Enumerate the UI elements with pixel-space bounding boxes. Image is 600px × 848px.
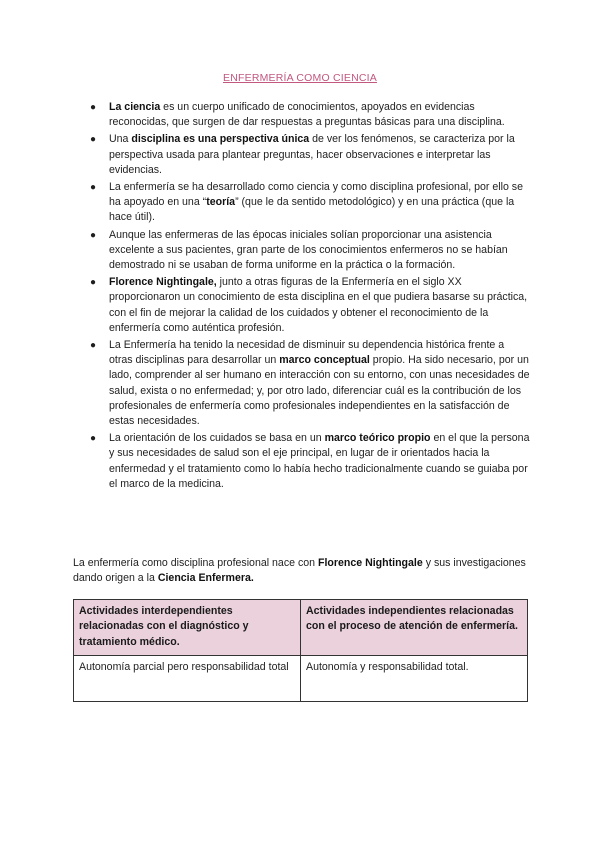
bold-term: marco conceptual [279,354,370,367]
paragraph-text: y sus investigaciones dando origen a la [73,557,526,585]
bullet-icon: ● [90,182,97,194]
item-text: de ver los fenómenos, se caracteriza por la perspectiva usada para plantear preguntas, hacer observaciones e interpretar las evidencias. [109,133,515,176]
bullet-icon: ● [90,229,97,241]
page-title: ENFERMERÍA COMO CIENCIA [223,72,377,84]
bold-term: La ciencia [109,101,161,113]
list-item [90,100,530,130]
list-item [90,228,530,274]
table-cell: Autonomía parcial pero responsabilidad total [74,656,301,702]
table-header-cell: Actividades interdependientes relacionadas con el diagnóstico y tratamiento médico. [74,600,301,656]
item-text: La Enfermería ha tenido la necesidad de disminuir su dependencia histórica frente a otras disciplinas para desarrollar un [109,339,505,367]
list-item [90,275,530,336]
bullet-icon: ● [90,134,97,146]
list-item [90,338,530,429]
bullet-list [90,100,530,494]
bold-term: teoría [206,196,236,209]
bullet-icon: ● [90,433,97,445]
item-text: propio. Ha sido necesario, por un lado, comprender al ser humano en interacción con su entorno, con unas necesidades de salud, exista o no enfermedad; y, por otro lado, diferenciar cuál es la contribución de los profesionales de enfermería como profesionales independientes en la satisfacción de estas necesidades. [109,354,530,428]
bullet-icon: ● [90,340,97,352]
table-header-cell: Actividades independientes relacionadas con el proceso de atención de enfermería. [301,600,528,656]
bullet-icon: ● [90,277,97,289]
list-item [90,132,530,178]
bold-term: Florence Nightingale [317,557,423,569]
summary-paragraph [73,556,528,586]
bullet-icon: ● [90,102,97,113]
table-cell: Autonomía y responsabilidad total. [301,656,528,702]
bold-term: disciplina es una perspectiva única [131,133,310,146]
list-item [90,431,530,492]
item-text: La enfermería se ha desarrollado como ciencia y como disciplina profesional, por ello se ha apoyado en una “ [109,181,523,209]
item-text: Aunque las enfermeras de las épocas iniciales solían proporcionar una asistencia excelente a sus pacientes, gran parte de los conocimientos enfermeros no se habían demostrado ni se usaban de forma uniforme en la práctica o la formación. [109,228,508,272]
bold-term: marco teórico propio [324,432,431,445]
item-text: ” (que le da sentido metodológico) y en una práctica (que la hace útil). [109,196,515,224]
bold-term: Ciencia Enfermera. [157,572,254,585]
item-text: es un cuerpo unificado de conocimientos, apoyados en evidencias reconocidas, que surgen de dar respuestas a preguntas básicas para una disciplina. [109,101,505,129]
item-text: Una [109,133,132,146]
list-item [90,180,530,226]
item-text: junto a otras figuras de la Enfermería en el siglo XX proporcionaron un conocimiento de esta disciplina en el que pudiera basarse su práctica, con el fin de mejorar la calidad de los cuidados y obtener el reconocimiento de la enfermería como auténtica profesión. [109,276,528,334]
table-header-row [74,600,528,656]
paragraph-text: La enfermería como disciplina profesional nace con [73,557,318,569]
item-text: La orientación de los cuidados se basa en un [109,432,325,445]
item-text: en el que la persona y sus necesidades de salud son el eje principal, en lugar de ir orientados hacia la enfermedad y el tratamiento como lo había hecho tradicionalmente cuando se guiaba por el marco de la medicina. [109,432,530,490]
activities-table [73,599,528,702]
table-row [74,656,528,702]
bold-term: Florence Nightingale, [109,276,217,289]
